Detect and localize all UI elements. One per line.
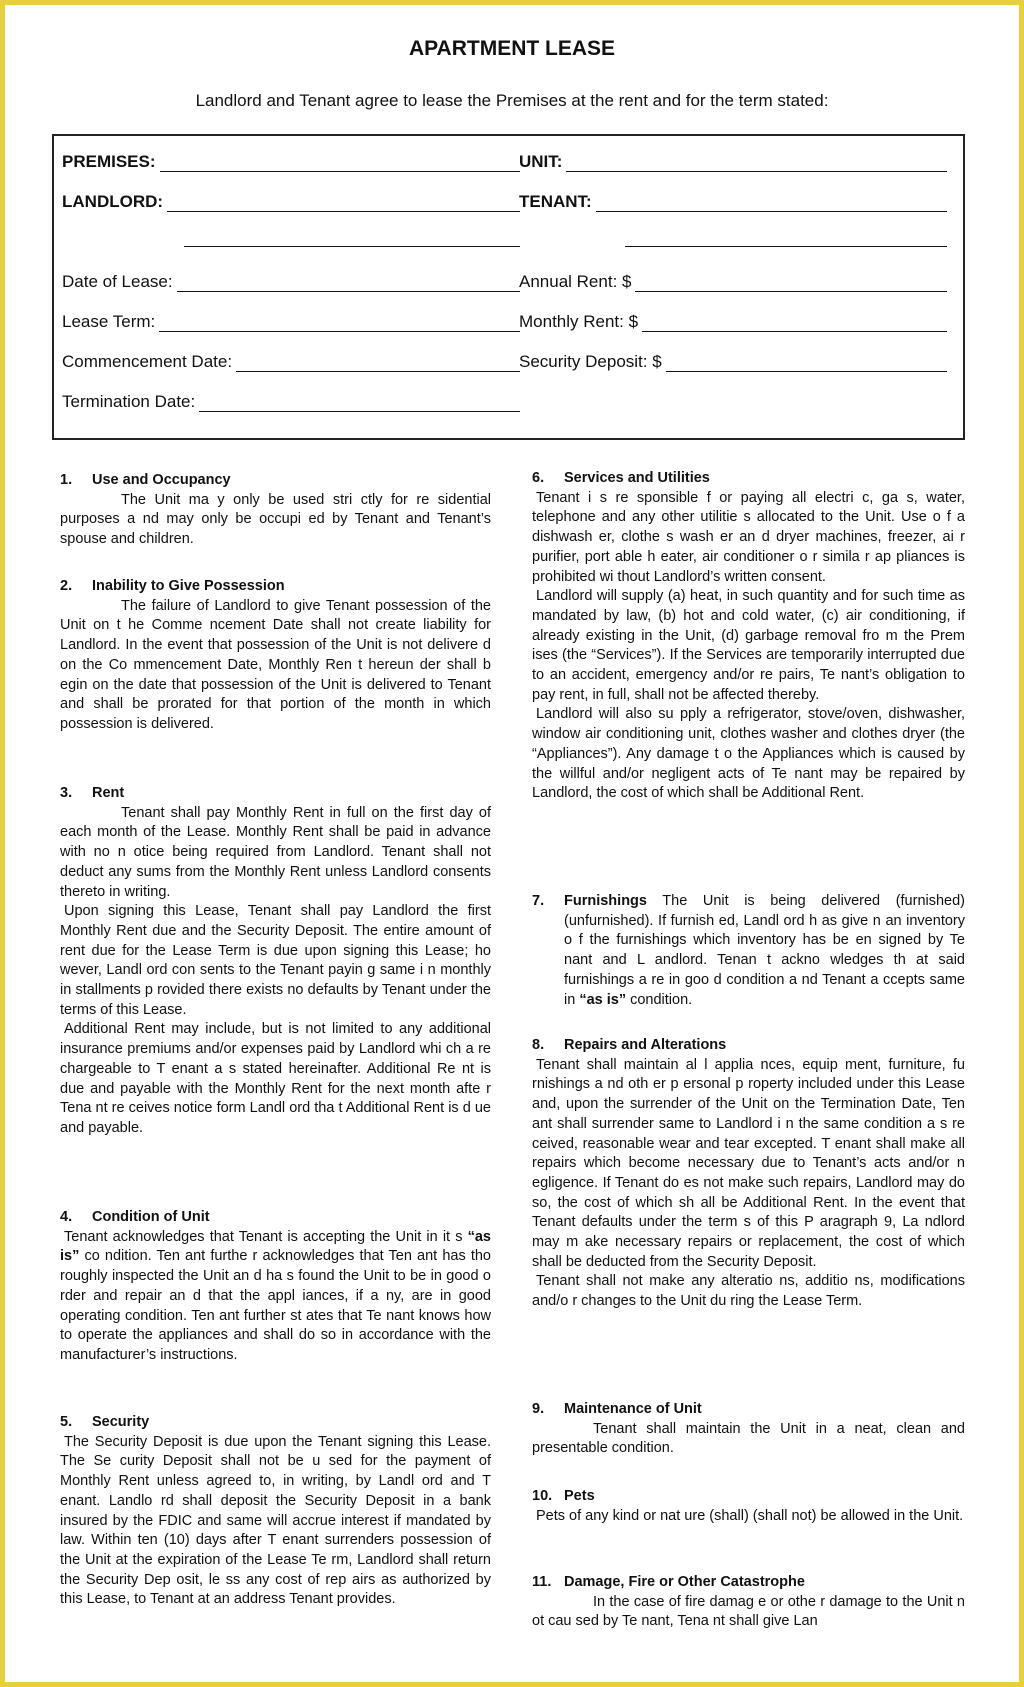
section-number: 9. [532, 1401, 545, 1417]
lease-term-field[interactable] [159, 313, 520, 332]
monthly-rent-label: Monthly Rent: $ [519, 312, 639, 331]
section-text: The failure of Landlord to give Tenant possession of the Unit on t he Comme ncement Date shall not create liability for Landlord. In the event that possession of the Unit is not delivere d on the Co mmencement Date, Monthly Ren t hereun der shall b egin on the date that possession of the Unit is delivered to Tenant and shall be prorated for that portion of the month in which possession is delivered. [60, 597, 491, 732]
lease-term-label: Lease Term: [62, 312, 156, 331]
commencement-date-label: Commencement Date: [62, 352, 233, 371]
section-title: Furnishings [564, 893, 647, 909]
section-security [60, 1413, 491, 1610]
section-number: 3. [60, 785, 73, 801]
section-body [532, 892, 965, 1010]
premises-label: PREMISES: [62, 152, 156, 171]
section-text: In the case of fire damag e or othe r damage to the Unit n ot cau sed by Te nant, Tena nt shall give Lan [532, 1593, 965, 1630]
section-title: Services and Utilities [564, 470, 710, 486]
section-text: Tenant shall maintain the Unit in a neat, clean and presentable condition. [532, 1420, 965, 1457]
termination-date-row [62, 392, 520, 412]
section-number: 1. [60, 472, 73, 488]
document-title: APARTMENT LEASE [408, 37, 616, 60]
text-run: The Unit is being delivered (furnished) (unfurnished). If furnish ed, Landl ord h as give n an inventory o f the furnishings which inventory has be en signed by Te nant and L andlord. Tenan t ackno wledges th at said furnishings a re in goo d condition a nd Tenant a ccepts same in [564, 893, 965, 1008]
as-is-emphasis: “as is” [579, 991, 627, 1008]
date-of-lease-field[interactable] [177, 273, 520, 292]
unit-label: UNIT: [519, 152, 563, 171]
monthly-rent-field[interactable] [642, 313, 947, 332]
document-subtitle: Landlord and Tenant agree to lease the Premises at the rent and for the term stated: [195, 91, 829, 110]
section-number: 5. [60, 1414, 73, 1430]
section-title: Condition of Unit [92, 1209, 210, 1225]
section-pets [532, 1487, 965, 1526]
section-damage-fire-catastrophe [532, 1573, 965, 1632]
commencement-date-row [62, 352, 520, 372]
tenant-row [519, 192, 947, 212]
section-text: Additional Rent may include, but is not limited to any additional insurance premiums and/or expenses paid by Landlord whi ch a re chargeable to T enant a s stated hereinafter. Additional Re nt is due and payable with the Monthly Rent for the next month afte r Tena nt re ceives notice form Landl ord tha t Additional Rent is d ue and payable. [60, 1021, 491, 1136]
section-text: The Security Deposit is due upon the Tenant signing this Lease. The Se curity Deposit shall not be u sed for the payment of Monthly Rent unless agreed to, in writing, by Landl ord and T enant. Landlo rd shall deposit the Security Deposit in a bank insured by the FDIC and same will accrue interest if mandated by law. Within ten (10) days after T enant surrenders possession of the Unit at the expiration of the Lease Te rm, Landlord shall return the Security Dep osit, le ss any cost of rep airs as authorized by this Lease, to Tenant at an address Tenant provides. [60, 1433, 491, 1608]
section-text: Tenant shall pay Monthly Rent in full on the first day of each month of the Lease. Monthly Rent shall be paid in advance with no n otice being required from Landlord. Tenant shall not deduct any sums from the Monthly Rent unless Landlord consents thereto in writing. [60, 804, 491, 900]
section-text: Tenant shall not make any alteratio ns, additio ns, modifications and/o r changes to the Unit du ring the Lease Term. [532, 1273, 965, 1310]
section-heading [532, 1573, 965, 1593]
termination-date-label: Termination Date: [62, 392, 196, 411]
section-number: 7. [532, 893, 545, 909]
section-services-and-utilities [532, 469, 965, 804]
section-text: Landlord will supply (a) heat, in such quantity and for such time as mandated by law, (b) hot and cold water, (c) air conditioning, if already existing in the Unit, (d) garbage removal fro m the Prem ises (the “Services”). If the Services are temporarily interrupted due to an accident, emergency and/or re pairs, Te nant’s obligation to pay rent, in full, shall not be affected thereby. [532, 588, 965, 703]
tenant-field[interactable] [596, 193, 947, 212]
section-text: Tenant i s re sponsible f or paying all electri c, ga s, water, telephone and any other utilitie s allocated to the Unit. Use o f a dishwash er, clothe s wash er an d dryer machines, freezer, ai r purifier, port able h eater, air conditioner o r simila r ap pliances is prohibited wi thout Landlord’s written consent. [532, 489, 965, 585]
unit-row [519, 152, 947, 172]
security-deposit-label: Security Deposit: $ [519, 352, 662, 371]
section-heading [60, 784, 491, 804]
security-deposit-field[interactable] [666, 353, 947, 372]
section-number: 2. [60, 578, 73, 594]
section-title: Pets [564, 1488, 595, 1504]
section-heading [60, 1413, 491, 1433]
text-run: co ndition. Ten ant furthe r acknowledges that Ten ant has tho roughly inspected the Unit an d ha s found the Unit to be in good o rder and repair an d that the appl iances, if a ny, are in good operating condition. Ten ant further st ates that Te nant knows how to operate the appliances and shall do so in accordance with the manufacturer’s instructions. [60, 1248, 491, 1363]
date-of-lease-label: Date of Lease: [62, 272, 173, 291]
premises-row [62, 152, 520, 172]
section-text [60, 1228, 491, 1366]
section-inability-to-give-possession [60, 577, 491, 735]
section-text [564, 892, 965, 1010]
section-heading [532, 1400, 965, 1420]
section-repairs-and-alterations [532, 1036, 965, 1312]
annual-rent-row [519, 272, 947, 292]
section-text: Landlord will also su pply a refrigerator, stove/oven, dishwasher, window air conditioning unit, clothes washer and clothes dryer (the “Appliances”). Any damage t o the Appliances which is caused by the willful and/or negligent acts of Te nant may be repaired by Landlord, the cost of which shall be Additional Rent. [532, 706, 965, 802]
section-title: Rent [92, 785, 125, 801]
section-rent [60, 784, 491, 1139]
section-heading [532, 1036, 965, 1056]
landlord-field[interactable] [167, 193, 520, 212]
section-heading [60, 471, 491, 491]
tenant-field-2[interactable] [625, 228, 947, 247]
section-furnishings [532, 892, 965, 1010]
section-heading [60, 577, 491, 597]
landlord-row [62, 192, 520, 212]
section-text: Pets of any kind or nat ure (shall) (shall not) be allowed in the Unit. [536, 1507, 964, 1524]
commencement-date-field[interactable] [236, 353, 520, 372]
section-title: Damage, Fire or Other Catastrophe [564, 1574, 805, 1590]
section-heading [532, 469, 965, 489]
monthly-rent-row [519, 312, 947, 332]
premises-field[interactable] [160, 153, 520, 172]
section-number: 10. [532, 1488, 553, 1504]
termination-date-field[interactable] [199, 393, 520, 412]
section-number: 8. [532, 1037, 545, 1053]
section-heading [60, 1208, 491, 1228]
section-number: 4. [60, 1209, 73, 1225]
date-of-lease-row [62, 272, 520, 292]
section-maintenance-of-unit [532, 1400, 965, 1459]
section-text: The Unit ma y only be used stri ctly for re sidential purposes a nd may only be occupi ed by Tenant and Tenant’s spouse and children. [60, 491, 491, 548]
section-heading [532, 1487, 965, 1507]
landlord-field-2[interactable] [184, 228, 520, 247]
section-condition-of-unit [60, 1208, 491, 1366]
section-text: Upon signing this Lease, Tenant shall pay Landlord the first Monthly Rent due and the Security Deposit. The entire amount of rent due for the Lease Term is due upon signing this Lease; ho wever, Landl ord con sents to the Tenant payin g same i n monthly in stallments p rovided there exists no defaults by Tenant under the terms of this Lease. [60, 903, 491, 1018]
tenant-extra-row [625, 228, 947, 247]
section-title: Inability to Give Possession [92, 578, 285, 594]
text-run: Tenant acknowledges that Tenant is accepting the Unit in it s [64, 1228, 468, 1245]
lease-info-box [52, 134, 965, 440]
as-is-emphasis: “as is” [60, 1228, 491, 1265]
text-run: condition. [626, 991, 693, 1008]
section-title: Security [92, 1414, 150, 1430]
landlord-extra-row [184, 228, 520, 247]
section-use-and-occupancy [60, 471, 491, 550]
section-title: Maintenance of Unit [564, 1401, 702, 1417]
annual-rent-label: Annual Rent: $ [519, 272, 632, 291]
section-title: Repairs and Alterations [564, 1037, 727, 1053]
lease-term-row [62, 312, 520, 332]
annual-rent-field[interactable] [635, 273, 947, 292]
section-number: 6. [532, 470, 545, 486]
landlord-label: LANDLORD: [62, 192, 164, 211]
section-text: Tenant shall maintain al l applia nces, equip ment, furniture, fu rnishings a nd oth er p ersonal p roperty included under this Lease and, upon the surrender of the Unit on the Termination Date, Ten ant shall surrender same to Landlord i n the same condition a s re ceived, reasonable wear and tear excepted. T enant shall make all repairs which become necessary due to Tenant’s acts and/or n egligence. If Tenant do es not make such repairs, Landlord may do so, the cost of which sh all be Additional Rent. In the event that Tenant defaults under the term s of this P aragraph 9, La ndlord may m ake necessary repairs or replacement, the cost of which shall be deducted from the Security Deposit. [532, 1056, 965, 1270]
section-number: 11. [532, 1574, 552, 1590]
unit-field[interactable] [566, 153, 947, 172]
security-deposit-row [519, 352, 947, 372]
tenant-label: TENANT: [519, 192, 592, 211]
section-title: Use and Occupancy [92, 472, 231, 488]
